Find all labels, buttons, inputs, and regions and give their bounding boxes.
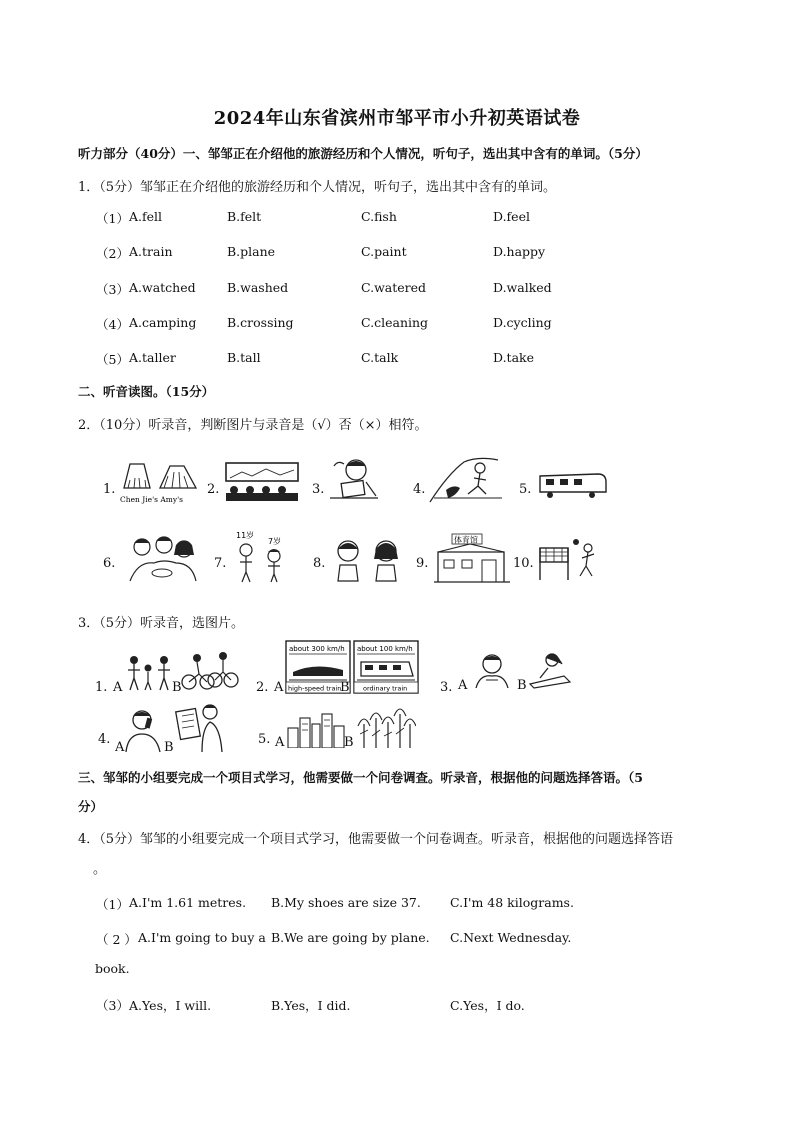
q3-label-2: 2.: [256, 680, 269, 695]
q3-5-option-b: B: [344, 735, 354, 750]
q4-item-2-num: （ 2 ）: [96, 932, 137, 947]
cycling-family-picture: [181, 650, 239, 692]
badminton-picture: [536, 538, 602, 582]
q1-item-4-b: B.crossing: [227, 315, 294, 330]
q1-item-3-c: C.watered: [361, 280, 427, 295]
q1-item-3-num: （3）: [96, 282, 129, 297]
q1-item-4-num: （4）: [96, 317, 129, 332]
q3-label-1: 1.: [95, 680, 108, 695]
train-label-a: high-speed train: [288, 684, 342, 693]
gym-picture: [434, 532, 510, 584]
q4-item-3-b: B.Yes，I did.: [271, 998, 351, 1013]
q1-item-4-d: D.cycling: [493, 315, 552, 330]
ordinary-train-sign: [353, 640, 419, 694]
q1-item-2-a: A.train: [129, 244, 173, 259]
q1-item-5-c: C.talk: [361, 350, 399, 365]
q2-label-10: 10.: [513, 556, 534, 571]
q3-label-3: 3.: [440, 680, 453, 695]
q2-label-2: 2.: [207, 482, 220, 497]
q4-item-1-b: B.My shoes are size 37.: [271, 895, 421, 910]
cinema-picture: [222, 460, 302, 502]
q4-stem-end: 。: [93, 862, 107, 877]
q1-item-5-a: A.taller: [129, 350, 176, 365]
skirts-picture: [118, 458, 202, 506]
q2-label-7: 7.: [214, 556, 227, 571]
q1-item-1-a: A.fell: [129, 209, 163, 224]
family-picture: [124, 533, 200, 583]
man-reading-picture: [174, 700, 226, 754]
q1-item-1-num: （1）: [96, 211, 129, 226]
q1-item-1-d: D.feel: [493, 209, 530, 224]
q1-item-5-d: D.take: [493, 350, 534, 365]
q3-4-option-b: B: [164, 740, 174, 755]
skirts-caption: Chen Jie's Amy's: [120, 495, 184, 504]
two-girls-picture: [330, 535, 406, 583]
age-label-a: 11岁: [236, 531, 255, 540]
q4-item-2-wrap: book.: [95, 961, 130, 976]
section-3-header-line2: 分）: [78, 799, 104, 814]
man-on-phone-picture: [122, 708, 164, 754]
q1-item-4-a: A.camping: [129, 315, 197, 330]
q4-item-2-c: C.Next Wednesday.: [450, 930, 572, 945]
q1-item-2-c: C.paint: [361, 244, 407, 259]
forest-picture: [356, 704, 416, 748]
q4-stem: 4．（5分）邹邹的小组要完成一个项目式学习，他需要做一个问卷调查。听录音，根据他的问题选择答语: [78, 832, 674, 847]
q2-label-5: 5.: [519, 482, 532, 497]
q3-label-4: 4.: [98, 732, 111, 747]
q3-3-option-b: B: [517, 678, 527, 693]
train-picture: [536, 468, 608, 500]
q4-item-3-c: C.Yes，I do.: [450, 998, 525, 1013]
speed-label-b: about 100 km/h: [357, 645, 413, 653]
q2-label-8: 8.: [313, 556, 326, 571]
q2-label-4: 4.: [413, 482, 426, 497]
section-2-header: 二、听音读图。（15分）: [78, 384, 215, 399]
q2-stem: 2．（10分）听录音，判断图片与录音是（√）否（×）相符。: [78, 418, 428, 433]
q3-4-option-a: A: [115, 740, 125, 755]
gym-sign: 体育馆: [454, 535, 478, 545]
q1-item-5-b: B.tall: [227, 350, 261, 365]
q1-stem: 1．（5分）邹邹正在介绍他的旅游经历和个人情况，听句子，选出其中含有的单词。: [78, 180, 557, 195]
q3-stem: 3．（5分）听录音，选图片。: [78, 616, 245, 631]
q3-1-option-b: B: [172, 680, 182, 695]
q4-item-3-num: （3）: [96, 998, 129, 1013]
speed-label-a: about 300 km/h: [289, 645, 345, 653]
q4-item-2-a: A.I'm going to buy a: [138, 930, 266, 945]
q3-label-5: 5.: [258, 732, 271, 747]
q3-5-option-a: A: [275, 735, 285, 750]
q2-label-9: 9.: [416, 556, 429, 571]
q3-2-option-a: A: [274, 680, 284, 695]
q3-3-option-a: A: [458, 678, 468, 693]
boy-waving-picture: [472, 650, 512, 690]
q1-item-3-a: A.watched: [129, 280, 196, 295]
walking-family-picture: [124, 654, 174, 694]
q3-1-option-a: A: [113, 680, 123, 695]
reading-girl-picture: [326, 456, 382, 502]
age-label-b: 7岁: [268, 537, 282, 546]
section-3-header-line1: 三、邹邹的小组要完成一个项目式学习，他需要做一个问卷调查。听录音，根据他的问题选择答语。（5: [78, 770, 643, 785]
listening-section-header: 听力部分（40分）一、邹邹正在介绍他的旅游经历和个人情况，听句子，选出其中含有的单词。（5分）: [78, 146, 648, 161]
q1-item-2-num: （2）: [96, 246, 129, 261]
q2-label-6: 6.: [103, 556, 116, 571]
city-buildings-picture: [286, 712, 346, 748]
q2-label-3: 3.: [312, 482, 325, 497]
climbing-picture: [428, 454, 506, 504]
q4-item-1-a: A.I'm 1.61 metres.: [129, 895, 247, 910]
girl-lying-picture: [528, 650, 572, 690]
q4-item-1-num: （1）: [96, 897, 129, 912]
q1-item-3-d: D.walked: [493, 280, 552, 295]
train-label-b: ordinary train: [363, 684, 408, 693]
q1-item-5-num: （5）: [96, 352, 129, 367]
q1-item-2-d: D.happy: [493, 244, 546, 259]
page-title: 2024年山东省滨州市邹平市小升初英语试卷: [213, 108, 581, 129]
q3-2-option-b: B: [340, 680, 350, 695]
q1-item-3-b: B.washed: [227, 280, 289, 295]
q1-item-2-b: B.plane: [227, 244, 276, 259]
q1-item-1-c: C.fish: [361, 209, 397, 224]
q1-item-1-b: B.felt: [227, 209, 262, 224]
q4-item-2-b: B.We are going by plane.: [271, 930, 430, 945]
q1-item-4-c: C.cleaning: [361, 315, 429, 330]
q4-item-3-a: A.Yes，I will.: [129, 998, 212, 1013]
q4-item-1-c: C.I'm 48 kilograms.: [450, 895, 574, 910]
q2-label-1: 1.: [103, 482, 116, 497]
children-ages-picture: [232, 528, 292, 584]
